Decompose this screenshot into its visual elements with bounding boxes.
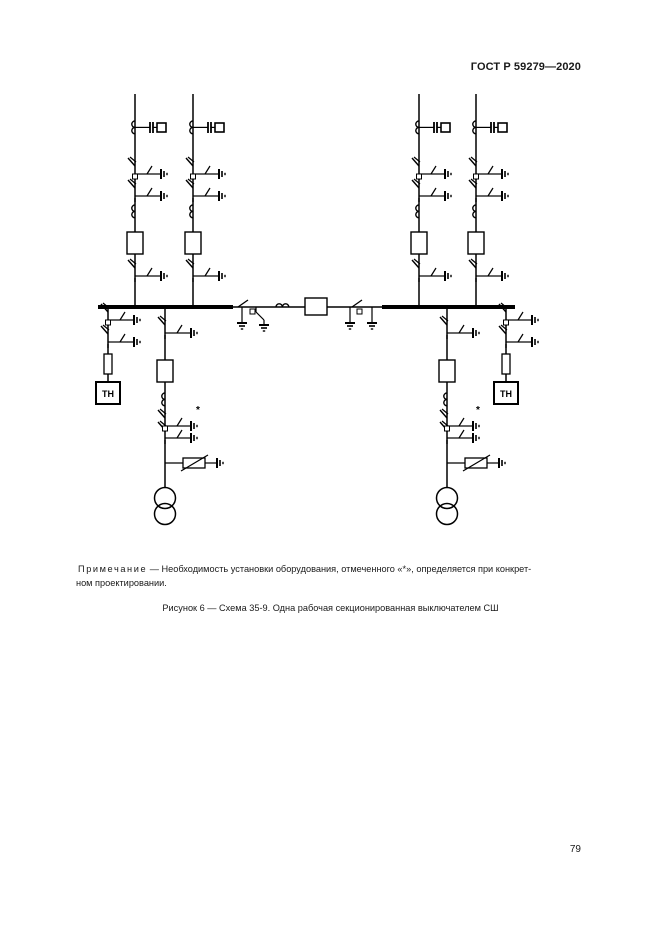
document-code: ГОСТ Р 59279—2020 — [470, 61, 581, 73]
optional-mark-right: * — [476, 405, 480, 416]
line-feeder-1 — [127, 94, 167, 307]
line-feeder-4 — [468, 94, 508, 307]
vt-label-left: ТН — [102, 389, 114, 399]
line-feeder-3 — [411, 94, 451, 307]
transformer-bay-left — [155, 307, 224, 525]
note-text-line2: ном проектировании. — [76, 578, 167, 588]
optional-mark-left: * — [196, 405, 200, 416]
vt-label-right: ТН — [500, 389, 512, 399]
transformer-bay-right — [437, 307, 506, 525]
vt-bay-right — [494, 303, 538, 404]
note-label: Примечание — [78, 564, 148, 574]
page-number: 79 — [569, 844, 581, 855]
figure-caption: Рисунок 6 — Схема 35-9. Одна рабочая секционированная выключателем СШ — [162, 603, 499, 613]
note — [76, 562, 582, 588]
sectional-breaker-bay — [233, 298, 382, 331]
note-text-line1: — Необходимость установки оборудования, отмеченного «*», определяется при конкрет- — [147, 564, 532, 574]
vt-bay-left — [96, 303, 140, 404]
line-feeder-2 — [185, 94, 225, 307]
